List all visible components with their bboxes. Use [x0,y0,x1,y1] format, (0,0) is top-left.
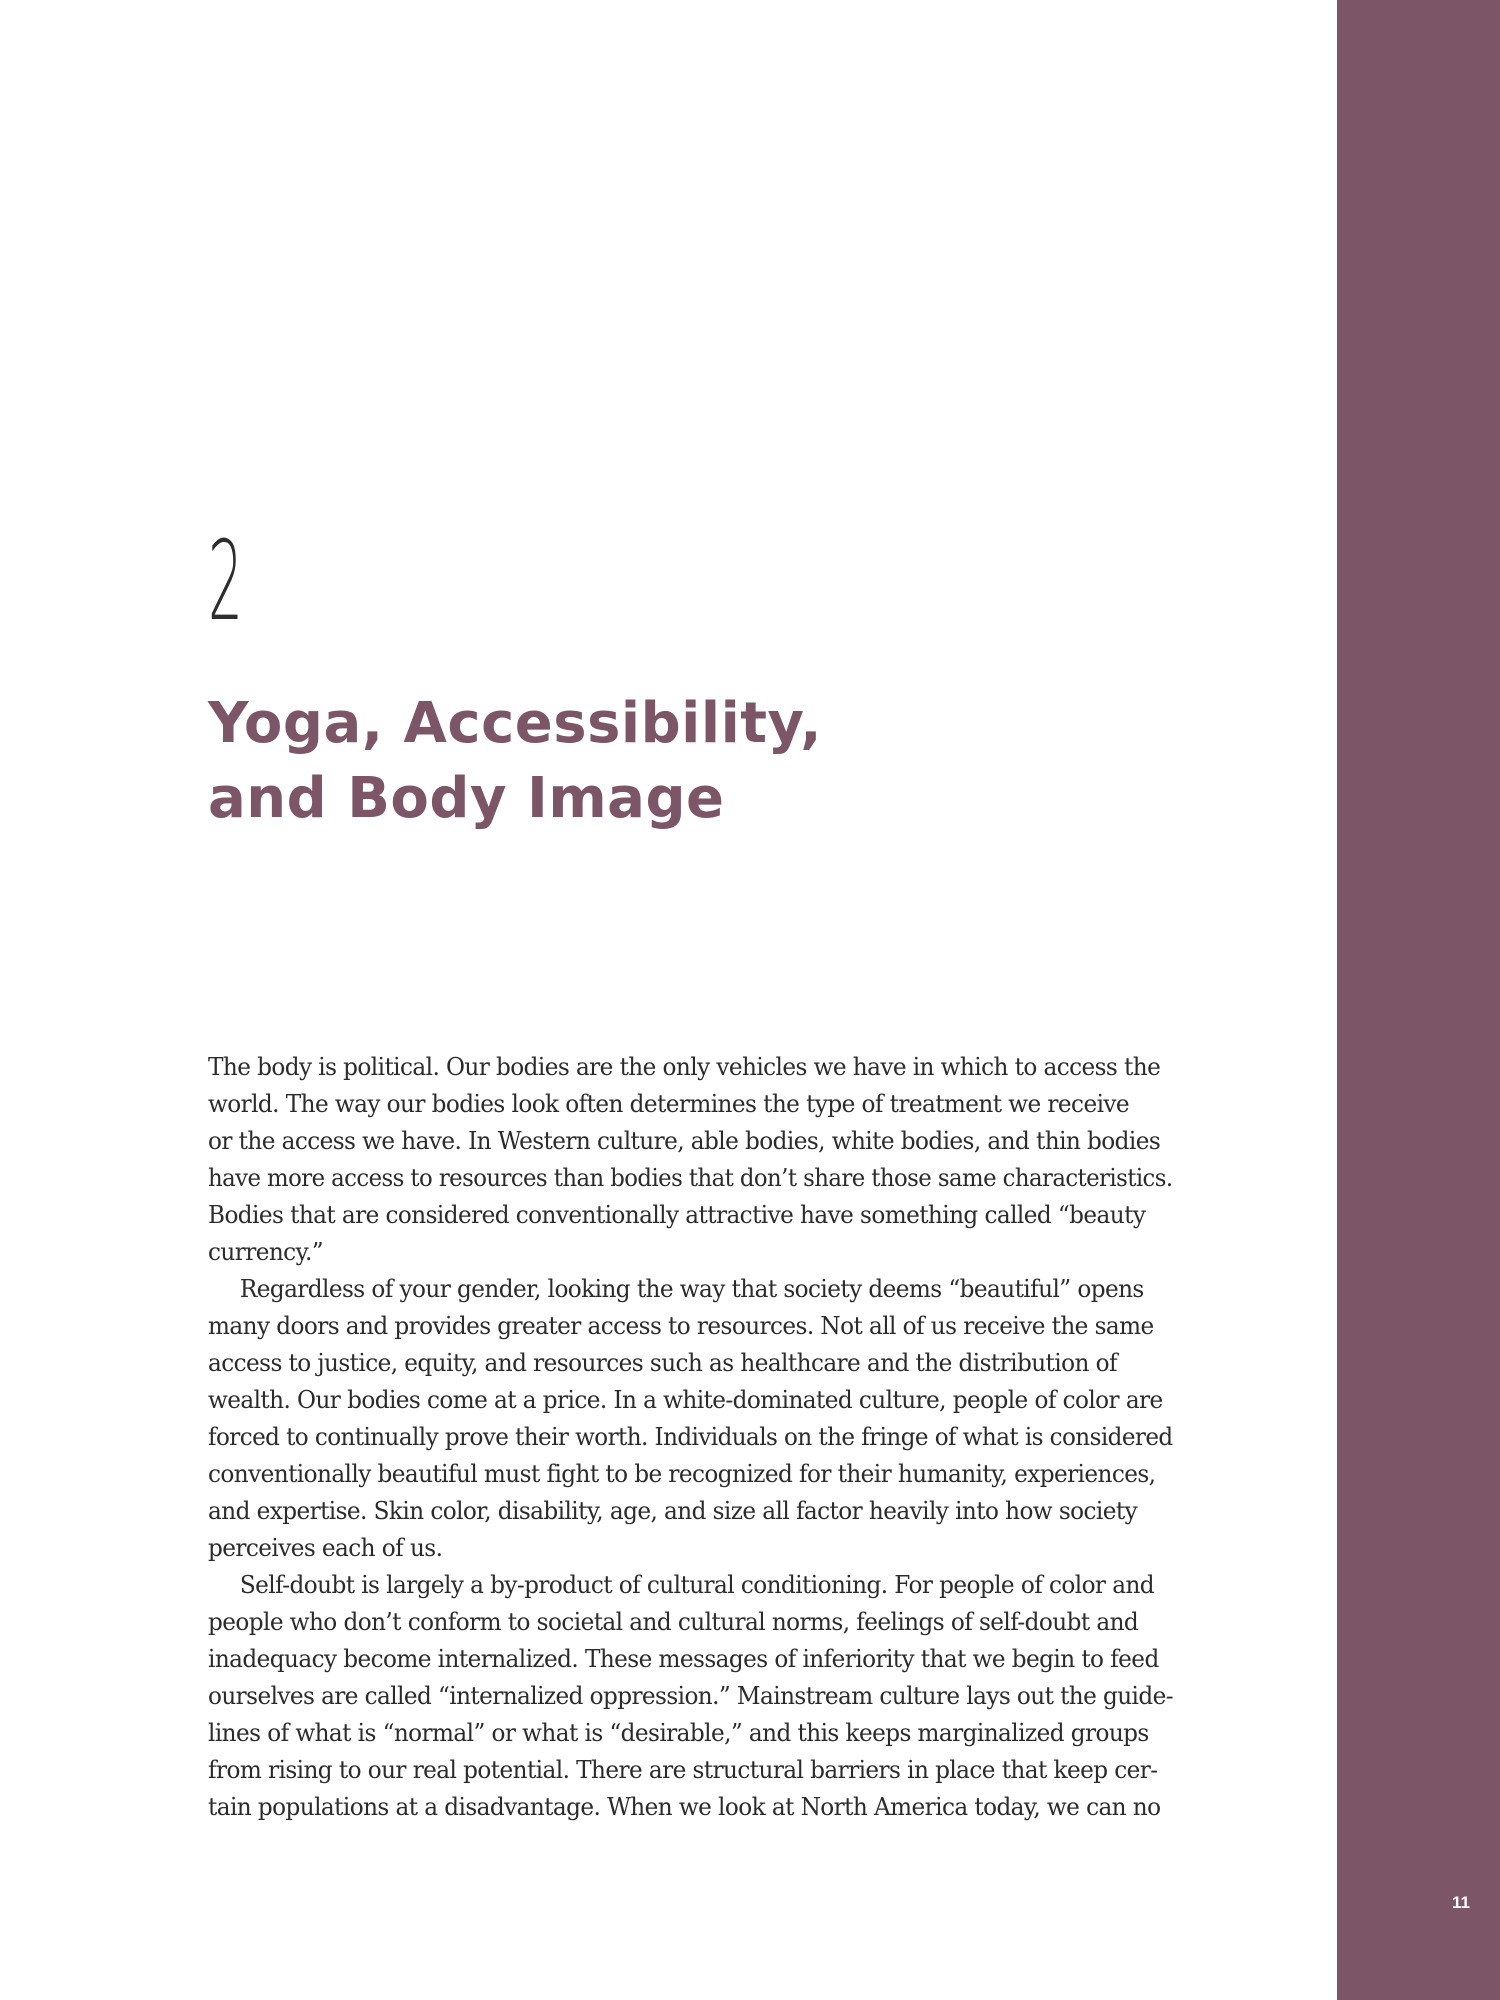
chapter-title [208,686,1108,836]
page-number: 11 [1452,1893,1470,1912]
body-line: access to justice, equity, and resources such as healthcare and the distribution of [208,1349,1117,1377]
body-line: The body is political. Our bodies are the only vehicles we have in which to access the [208,1053,1161,1081]
body-line: have more access to resources than bodies that don’t share those same characteristics. [208,1164,1173,1192]
body-line: and expertise. Skin color, disability, age, and size all factor heavily into how society [208,1497,1138,1525]
body-line: or the access we have. In Western culture, able bodies, white bodies, and thin bodies [208,1127,1161,1155]
body-line: lines of what is “normal” or what is “desirable,” and this keeps marginalized groups [208,1719,1149,1747]
body-line: Bodies that are considered conventionally attractive have something called “beauty [208,1201,1146,1229]
body-text [208,1049,1208,1826]
body-line: Self-doubt is largely a by-product of cultural conditioning. For people of color and [239,1571,1155,1599]
body-line: wealth. Our bodies come at a price. In a white-dominated culture, people of color are [208,1386,1163,1414]
body-line: Regardless of your gender, looking the way that society deems “beautiful” opens [239,1275,1144,1303]
body-line: perceives each of us. [208,1534,443,1562]
body-line: currency.” [208,1238,324,1266]
chapter-title-line: Yoga, Accessibility, [208,691,822,756]
body-line: forced to continually prove their worth. Individuals on the fringe of what is considered [208,1423,1173,1451]
body-line: people who don’t conform to societal and cultural norms, feelings of self-doubt and [208,1608,1139,1636]
body-line: many doors and provides greater access to resources. Not all of us receive the same [208,1312,1154,1340]
body-line: from rising to our real potential. There are structural barriers in place that keep cer- [208,1756,1158,1784]
body-line: inadequacy become internalized. These messages of inferiority that we begin to feed [208,1645,1159,1673]
chapter-title-line: and Body Image [208,766,725,831]
side-color-band [1337,0,1500,2000]
chapter-number: 2 [208,517,243,645]
body-line: conventionally beautiful must fight to be recognized for their humanity, experiences, [208,1460,1156,1488]
body-line: world. The way our bodies look often determines the type of treatment we receive [208,1090,1130,1118]
body-line: tain populations at a disadvantage. When we look at North America today, we can no [208,1793,1161,1821]
body-line: ourselves are called “internalized oppression.” Mainstream culture lays out the guide- [208,1682,1173,1710]
